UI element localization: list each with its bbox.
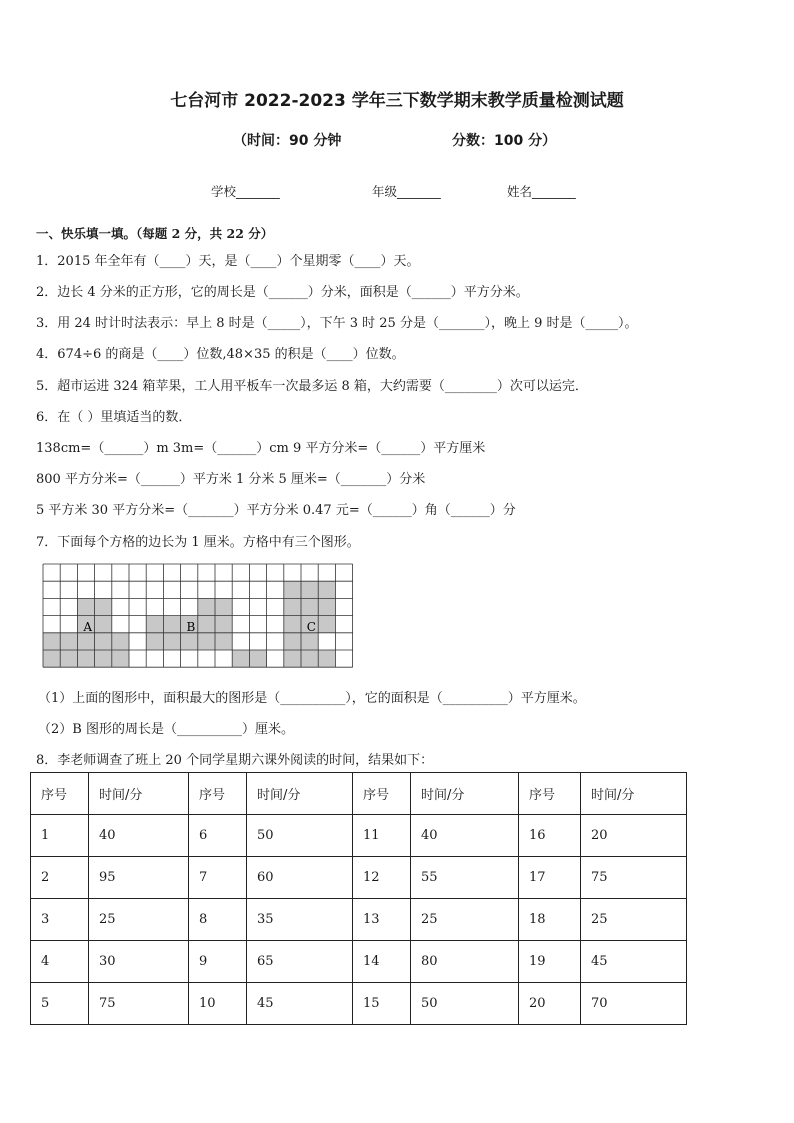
filled-cell <box>95 616 112 633</box>
filled-cell <box>181 633 198 650</box>
filled-cell <box>77 650 94 667</box>
filled-cell <box>318 616 335 633</box>
filled-cell <box>112 633 129 650</box>
table-cell: 9 <box>189 941 247 983</box>
filled-cell <box>77 598 94 615</box>
filled-cell <box>95 633 112 650</box>
page-title: 七台河市 2022-2023 学年三下数学期末教学质量检测试题 <box>170 91 624 111</box>
filled-cell <box>146 616 163 633</box>
shape-label-c: C <box>306 619 316 634</box>
table-cell: 序号 <box>353 773 411 815</box>
table-cell: 时间/分 <box>581 773 687 815</box>
question-6-line-1: 138cm=（______）m 3m=（______）cm 9 平方分米=（______）平方厘米 <box>36 441 486 456</box>
table-cell: 2 <box>31 857 89 899</box>
section-heading: 一、快乐填一填。（每题 2 分，共 22 分） <box>36 226 274 241</box>
table-cell: 40 <box>411 815 519 857</box>
table-cell: 70 <box>581 983 687 1025</box>
filled-cell <box>318 581 335 598</box>
table-cell: 50 <box>411 983 519 1025</box>
filled-cell <box>318 598 335 615</box>
filled-cell <box>301 598 318 615</box>
filled-cell <box>301 581 318 598</box>
table-cell: 序号 <box>519 773 581 815</box>
question-5: 5．超市运进 324 箱苹果，工人用平板车一次最多运 8 箱，大约需要（________）次可以运完． <box>36 379 588 394</box>
question-1: 1．2015 年全年有（____）天，是（____）个星期零（____）天。 <box>36 254 420 269</box>
question-4: 4．674÷6 的商是（____）位数,48×35 的积是（____）位数。 <box>36 347 405 362</box>
filled-cell <box>301 633 318 650</box>
table-cell: 时间/分 <box>411 773 519 815</box>
table-header-row <box>31 773 687 815</box>
table-cell: 17 <box>519 857 581 899</box>
table-cell: 25 <box>411 899 519 941</box>
filled-cell <box>284 598 301 615</box>
filled-cell <box>198 598 215 615</box>
table-cell: 50 <box>247 815 353 857</box>
table-cell: 30 <box>89 941 189 983</box>
filled-cell <box>215 598 232 615</box>
filled-cell <box>163 633 180 650</box>
filled-cell <box>95 598 112 615</box>
filled-cell <box>284 581 301 598</box>
table-cell: 15 <box>353 983 411 1025</box>
question-6-line-2: 800 平方分米=（______）平方米 1 分米 5 厘米=（_______）分米 <box>36 472 426 487</box>
filled-cell <box>60 633 77 650</box>
table-cell: 19 <box>519 941 581 983</box>
table-cell: 18 <box>519 899 581 941</box>
filled-cell <box>146 633 163 650</box>
table-row <box>31 899 687 941</box>
reading-time-table <box>30 772 687 1025</box>
filled-cell <box>77 633 94 650</box>
question-2: 2．边长 4 分米的正方形，它的周长是（______）分米，面积是（______）平方分米。 <box>36 285 529 300</box>
table-cell: 序号 <box>189 773 247 815</box>
table-cell: 60 <box>247 857 353 899</box>
table-cell: 14 <box>353 941 411 983</box>
filled-cell <box>284 616 301 633</box>
table-cell: 65 <box>247 941 353 983</box>
name-field: 姓名_______ <box>507 184 576 199</box>
grid-svg <box>42 563 354 669</box>
table-cell: 80 <box>411 941 519 983</box>
table-cell: 8 <box>189 899 247 941</box>
question-7-sub-2: （2）B 图形的周长是（__________）厘米。 <box>38 722 294 737</box>
question-6-line-3: 5 平方米 30 平方分米=（_______）平方分米 0.47 元=（______）角（______）分 <box>36 503 516 518</box>
table-cell: 35 <box>247 899 353 941</box>
table-cell: 45 <box>247 983 353 1025</box>
filled-cell <box>43 633 60 650</box>
filled-cell <box>215 633 232 650</box>
table-cell: 10 <box>189 983 247 1025</box>
table-cell: 25 <box>581 899 687 941</box>
table-cell: 12 <box>353 857 411 899</box>
table-cell: 3 <box>31 899 89 941</box>
question-7: 7．下面每个方格的边长为 1 厘米。方格中有三个图形。 <box>36 535 360 550</box>
table-row <box>31 941 687 983</box>
filled-cell <box>43 650 60 667</box>
filled-cell <box>198 616 215 633</box>
table-cell: 4 <box>31 941 89 983</box>
table-cell: 75 <box>89 983 189 1025</box>
table-cell: 13 <box>353 899 411 941</box>
table-cell: 6 <box>189 815 247 857</box>
table-cell: 55 <box>411 857 519 899</box>
table-cell: 45 <box>581 941 687 983</box>
filled-cell <box>232 650 249 667</box>
filled-cell <box>215 616 232 633</box>
filled-cell <box>284 633 301 650</box>
table-cell: 7 <box>189 857 247 899</box>
filled-cell <box>318 650 335 667</box>
question-3: 3．用 24 时计时法表示：早上 8 时是（_____），下午 3 时 25 分是（_______），晚上 9 时是（_____）。 <box>36 316 638 331</box>
filled-cell <box>198 633 215 650</box>
shape-label-b: B <box>186 619 196 634</box>
table-cell: 25 <box>89 899 189 941</box>
table-cell: 75 <box>581 857 687 899</box>
table-cell: 时间/分 <box>89 773 189 815</box>
table-cell: 16 <box>519 815 581 857</box>
question-7-sub-1: （1）上面的图形中，面积最大的图形是（__________），它的面积是（__________）平方厘米。 <box>38 691 586 706</box>
table-cell: 20 <box>581 815 687 857</box>
table-cell: 20 <box>519 983 581 1025</box>
table-cell: 1 <box>31 815 89 857</box>
filled-cell <box>60 650 77 667</box>
table-row <box>31 983 687 1025</box>
table-row <box>31 857 687 899</box>
question-8: 8．李老师调查了班上 20 个同学星期六课外阅读的时间，结果如下： <box>36 753 434 768</box>
filled-cell <box>112 650 129 667</box>
filled-cell <box>249 650 266 667</box>
filled-cell <box>163 616 180 633</box>
table-cell: 11 <box>353 815 411 857</box>
filled-cell <box>95 650 112 667</box>
shape-label-a: A <box>83 619 93 634</box>
score-label: 分数：100 分） <box>452 133 557 149</box>
question-6: 6．在（ ）里填适当的数． <box>36 410 192 425</box>
filled-cell <box>301 650 318 667</box>
time-label: （时间：90 分钟 <box>233 133 342 149</box>
grade-field: 年级_______ <box>372 184 441 199</box>
table-cell: 时间/分 <box>247 773 353 815</box>
school-field: 学校_______ <box>211 184 280 199</box>
table-cell: 95 <box>89 857 189 899</box>
table-cell: 40 <box>89 815 189 857</box>
table-cell: 序号 <box>31 773 89 815</box>
square-grid-figure <box>42 563 354 673</box>
table-cell: 5 <box>31 983 89 1025</box>
filled-cell <box>284 650 301 667</box>
table-row <box>31 815 687 857</box>
